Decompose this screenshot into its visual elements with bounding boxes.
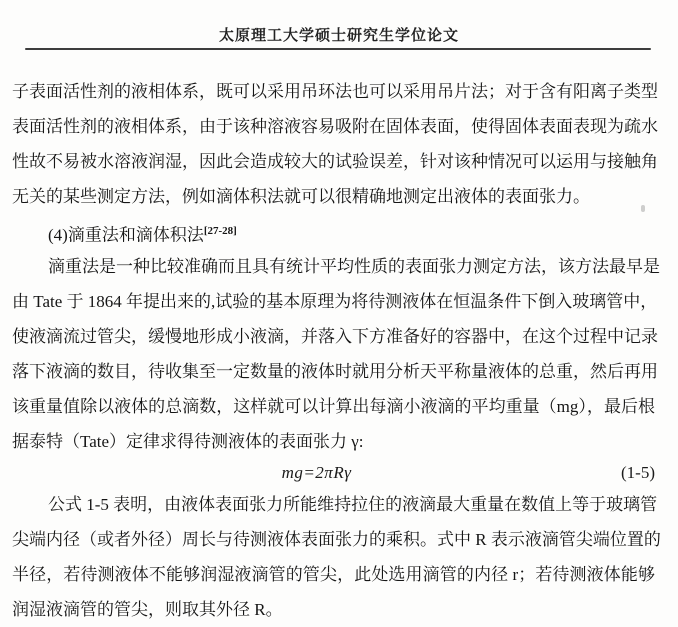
body-line: 无关的某些测定方法，例如滴体积法就可以很精确地测定出液体的表面张力。 [12, 187, 590, 206]
body-line: 公式 1-5 表明，由液体表面张力所能维持拉住的液滴最大重量在数值上等于玻璃管 [48, 495, 658, 514]
body-line: 由 Tate 于 1864 年提出来的,试验的基本原理为将待测液体在恒温条件下倒入玻璃管中， [12, 292, 658, 311]
body-line: 滴重法是一种比较准确而且具有统计平均性质的表面张力测定方法，该方法最早是 [48, 257, 660, 276]
citation-superscript: [27-28] [203, 225, 237, 237]
body-line: 半径，若待测液体不能够润湿液滴管的管尖，此处选用滴管的内径 r；若待测液体能够 [12, 565, 655, 584]
body-line: 表面活性剂的液相体系，由于该种溶液容易吸附在固体表面，使得固体表面表现为疏水 [12, 117, 658, 136]
body-line: 润湿液滴管的管尖，则取其外径 R。 [12, 600, 283, 619]
section-heading-text: (4)滴重法和滴体积法 [48, 225, 204, 245]
body-line: 子表面活性剂的液相体系，既可以采用吊环法也可以采用吊片法；对于含有阳离子类型 [12, 82, 658, 101]
body-line: 性故不易被水溶液润湿，因此会造成较大的试验误差，针对该种情况可以运用与接触角 [12, 152, 658, 171]
body-line: 该重量值除以液体的总滴数，这样就可以计算出每滴小液滴的平均重量（mg），最后根 [12, 397, 655, 416]
section-heading [12, 214, 655, 249]
equation-block [12, 459, 655, 487]
body-line: 据泰特（Tate）定律求得待测液体的表面张力 γ: [12, 432, 364, 451]
equation-number: (1-5) [621, 463, 655, 482]
thesis-body [12, 74, 661, 627]
header-rule [25, 48, 651, 50]
body-line: 落下液滴的数目，待收集至一定数量的液体时就用分析天平称量液体的总重，然后再用 [12, 362, 658, 381]
equation-formula: mg=2πRγ [281, 463, 352, 482]
body-line: 使液滴流过管尖，缓慢地形成小液滴，并落入下方准备好的容器中，在这个过程中记录 [12, 327, 658, 346]
page-header-title: 太原理工大学硕士研究生学位论文 [218, 28, 459, 44]
body-line: 尖端内径（或者外径）周长与待测液体表面张力的乘积。式中 R 表示液滴管尖端位置的 [12, 530, 661, 549]
